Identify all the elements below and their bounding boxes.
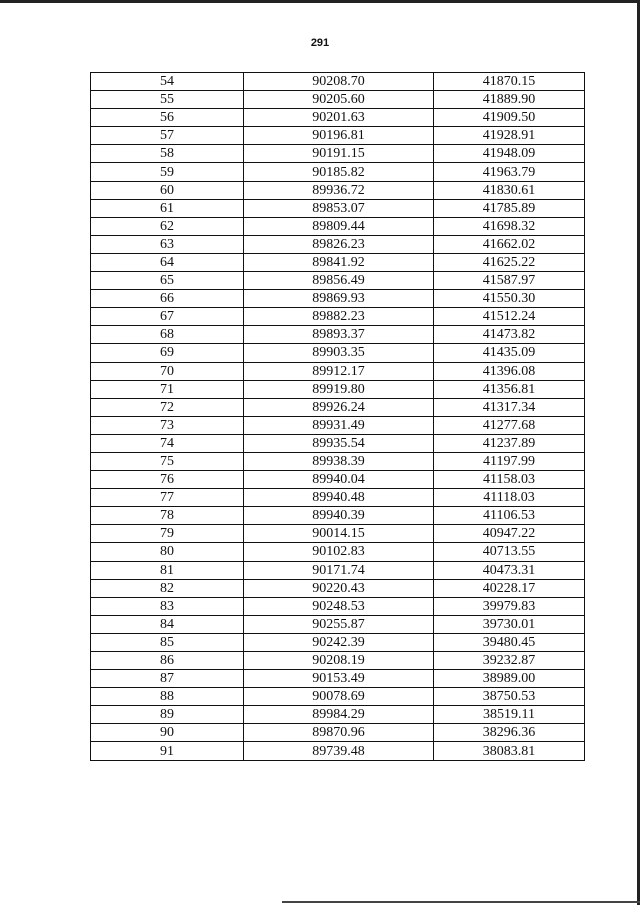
y-coordinate-cell: 41963.79 — [434, 163, 585, 181]
point-number-cell: 82 — [91, 579, 244, 597]
table-row — [91, 688, 585, 706]
point-number-cell: 87 — [91, 670, 244, 688]
table-row — [91, 724, 585, 742]
point-number-cell: 76 — [91, 471, 244, 489]
table-row — [91, 362, 585, 380]
point-number-cell: 54 — [91, 73, 244, 91]
y-coordinate-cell: 41356.81 — [434, 380, 585, 398]
x-coordinate-cell: 89912.17 — [244, 362, 434, 380]
table-row — [91, 633, 585, 651]
x-coordinate-cell: 89984.29 — [244, 706, 434, 724]
x-coordinate-cell: 89938.39 — [244, 452, 434, 470]
point-number-cell: 79 — [91, 525, 244, 543]
y-coordinate-cell: 41435.09 — [434, 344, 585, 362]
table-row — [91, 742, 585, 760]
table-row — [91, 145, 585, 163]
table-row — [91, 615, 585, 633]
point-number-cell: 69 — [91, 344, 244, 362]
x-coordinate-cell: 89931.49 — [244, 416, 434, 434]
coordinates-table — [90, 72, 585, 761]
table-row — [91, 398, 585, 416]
point-number-cell: 68 — [91, 326, 244, 344]
y-coordinate-cell: 41625.22 — [434, 253, 585, 271]
y-coordinate-cell: 39232.87 — [434, 652, 585, 670]
point-number-cell: 81 — [91, 561, 244, 579]
table-row — [91, 109, 585, 127]
y-coordinate-cell: 41237.89 — [434, 434, 585, 452]
x-coordinate-cell: 89739.48 — [244, 742, 434, 760]
y-coordinate-cell: 41550.30 — [434, 290, 585, 308]
y-coordinate-cell: 41909.50 — [434, 109, 585, 127]
x-coordinate-cell: 90208.19 — [244, 652, 434, 670]
y-coordinate-cell: 41587.97 — [434, 272, 585, 290]
table-row — [91, 73, 585, 91]
x-coordinate-cell: 90102.83 — [244, 543, 434, 561]
x-coordinate-cell: 90248.53 — [244, 597, 434, 615]
x-coordinate-cell: 89903.35 — [244, 344, 434, 362]
point-number-cell: 65 — [91, 272, 244, 290]
x-coordinate-cell: 89940.04 — [244, 471, 434, 489]
table-row — [91, 326, 585, 344]
y-coordinate-cell: 41106.53 — [434, 507, 585, 525]
table-body — [91, 73, 585, 761]
y-coordinate-cell: 41830.61 — [434, 181, 585, 199]
x-coordinate-cell: 90220.43 — [244, 579, 434, 597]
table-row — [91, 652, 585, 670]
table-row — [91, 489, 585, 507]
y-coordinate-cell: 38296.36 — [434, 724, 585, 742]
table-row — [91, 163, 585, 181]
point-number-cell: 57 — [91, 127, 244, 145]
y-coordinate-cell: 41396.08 — [434, 362, 585, 380]
y-coordinate-cell: 41158.03 — [434, 471, 585, 489]
point-number-cell: 77 — [91, 489, 244, 507]
y-coordinate-cell: 40947.22 — [434, 525, 585, 543]
point-number-cell: 62 — [91, 217, 244, 235]
table-row — [91, 471, 585, 489]
point-number-cell: 72 — [91, 398, 244, 416]
point-number-cell: 70 — [91, 362, 244, 380]
table-row — [91, 597, 585, 615]
y-coordinate-cell: 41698.32 — [434, 217, 585, 235]
point-number-cell: 91 — [91, 742, 244, 760]
table-row — [91, 253, 585, 271]
x-coordinate-cell: 89853.07 — [244, 199, 434, 217]
x-coordinate-cell: 89940.39 — [244, 507, 434, 525]
x-coordinate-cell: 89841.92 — [244, 253, 434, 271]
x-coordinate-cell: 89882.23 — [244, 308, 434, 326]
y-coordinate-cell: 38083.81 — [434, 742, 585, 760]
table-row — [91, 452, 585, 470]
y-coordinate-cell: 41662.02 — [434, 235, 585, 253]
point-number-cell: 90 — [91, 724, 244, 742]
table-row — [91, 670, 585, 688]
point-number-cell: 88 — [91, 688, 244, 706]
x-coordinate-cell: 90185.82 — [244, 163, 434, 181]
table-row — [91, 416, 585, 434]
x-coordinate-cell: 90208.70 — [244, 73, 434, 91]
x-coordinate-cell: 89940.48 — [244, 489, 434, 507]
y-coordinate-cell: 41512.24 — [434, 308, 585, 326]
table-row — [91, 525, 585, 543]
x-coordinate-cell: 90153.49 — [244, 670, 434, 688]
x-coordinate-cell: 89870.96 — [244, 724, 434, 742]
y-coordinate-cell: 40473.31 — [434, 561, 585, 579]
y-coordinate-cell: 39979.83 — [434, 597, 585, 615]
point-number-cell: 61 — [91, 199, 244, 217]
table-row — [91, 434, 585, 452]
y-coordinate-cell: 39730.01 — [434, 615, 585, 633]
table-row — [91, 127, 585, 145]
coordinates-table-container — [90, 72, 585, 761]
table-row — [91, 561, 585, 579]
y-coordinate-cell: 41889.90 — [434, 91, 585, 109]
table-row — [91, 91, 585, 109]
y-coordinate-cell: 41118.03 — [434, 489, 585, 507]
x-coordinate-cell: 90196.81 — [244, 127, 434, 145]
y-coordinate-cell: 38750.53 — [434, 688, 585, 706]
point-number-cell: 80 — [91, 543, 244, 561]
x-coordinate-cell: 89809.44 — [244, 217, 434, 235]
y-coordinate-cell: 41785.89 — [434, 199, 585, 217]
y-coordinate-cell: 39480.45 — [434, 633, 585, 651]
table-row — [91, 199, 585, 217]
x-coordinate-cell: 90201.63 — [244, 109, 434, 127]
point-number-cell: 85 — [91, 633, 244, 651]
table-row — [91, 181, 585, 199]
table-row — [91, 543, 585, 561]
point-number-cell: 60 — [91, 181, 244, 199]
point-number-cell: 63 — [91, 235, 244, 253]
x-coordinate-cell: 90255.87 — [244, 615, 434, 633]
x-coordinate-cell: 90171.74 — [244, 561, 434, 579]
x-coordinate-cell: 89893.37 — [244, 326, 434, 344]
table-row — [91, 217, 585, 235]
y-coordinate-cell: 41473.82 — [434, 326, 585, 344]
x-coordinate-cell: 90014.15 — [244, 525, 434, 543]
point-number-cell: 67 — [91, 308, 244, 326]
x-coordinate-cell: 89936.72 — [244, 181, 434, 199]
point-number-cell: 83 — [91, 597, 244, 615]
y-coordinate-cell: 38989.00 — [434, 670, 585, 688]
y-coordinate-cell: 41948.09 — [434, 145, 585, 163]
x-coordinate-cell: 89856.49 — [244, 272, 434, 290]
page-edge-top — [0, 0, 640, 3]
y-coordinate-cell: 41277.68 — [434, 416, 585, 434]
point-number-cell: 71 — [91, 380, 244, 398]
table-row — [91, 272, 585, 290]
table-row — [91, 308, 585, 326]
table-row — [91, 344, 585, 362]
x-coordinate-cell: 89869.93 — [244, 290, 434, 308]
y-coordinate-cell: 38519.11 — [434, 706, 585, 724]
point-number-cell: 59 — [91, 163, 244, 181]
x-coordinate-cell: 90078.69 — [244, 688, 434, 706]
point-number-cell: 64 — [91, 253, 244, 271]
table-row — [91, 706, 585, 724]
point-number-cell: 84 — [91, 615, 244, 633]
y-coordinate-cell: 41870.15 — [434, 73, 585, 91]
x-coordinate-cell: 89919.80 — [244, 380, 434, 398]
page-number: 291 — [310, 37, 330, 49]
table-row — [91, 380, 585, 398]
table-row — [91, 579, 585, 597]
point-number-cell: 75 — [91, 452, 244, 470]
x-coordinate-cell: 89926.24 — [244, 398, 434, 416]
point-number-cell: 74 — [91, 434, 244, 452]
point-number-cell: 66 — [91, 290, 244, 308]
point-number-cell: 73 — [91, 416, 244, 434]
x-coordinate-cell: 89826.23 — [244, 235, 434, 253]
table-row — [91, 290, 585, 308]
y-coordinate-cell: 41317.34 — [434, 398, 585, 416]
point-number-cell: 89 — [91, 706, 244, 724]
table-row — [91, 507, 585, 525]
x-coordinate-cell: 89935.54 — [244, 434, 434, 452]
x-coordinate-cell: 90205.60 — [244, 91, 434, 109]
y-coordinate-cell: 41928.91 — [434, 127, 585, 145]
point-number-cell: 56 — [91, 109, 244, 127]
table-row — [91, 235, 585, 253]
y-coordinate-cell: 40713.55 — [434, 543, 585, 561]
y-coordinate-cell: 40228.17 — [434, 579, 585, 597]
point-number-cell: 78 — [91, 507, 244, 525]
x-coordinate-cell: 90191.15 — [244, 145, 434, 163]
point-number-cell: 86 — [91, 652, 244, 670]
page-edge-bottom — [282, 901, 640, 903]
y-coordinate-cell: 41197.99 — [434, 452, 585, 470]
point-number-cell: 58 — [91, 145, 244, 163]
x-coordinate-cell: 90242.39 — [244, 633, 434, 651]
point-number-cell: 55 — [91, 91, 244, 109]
